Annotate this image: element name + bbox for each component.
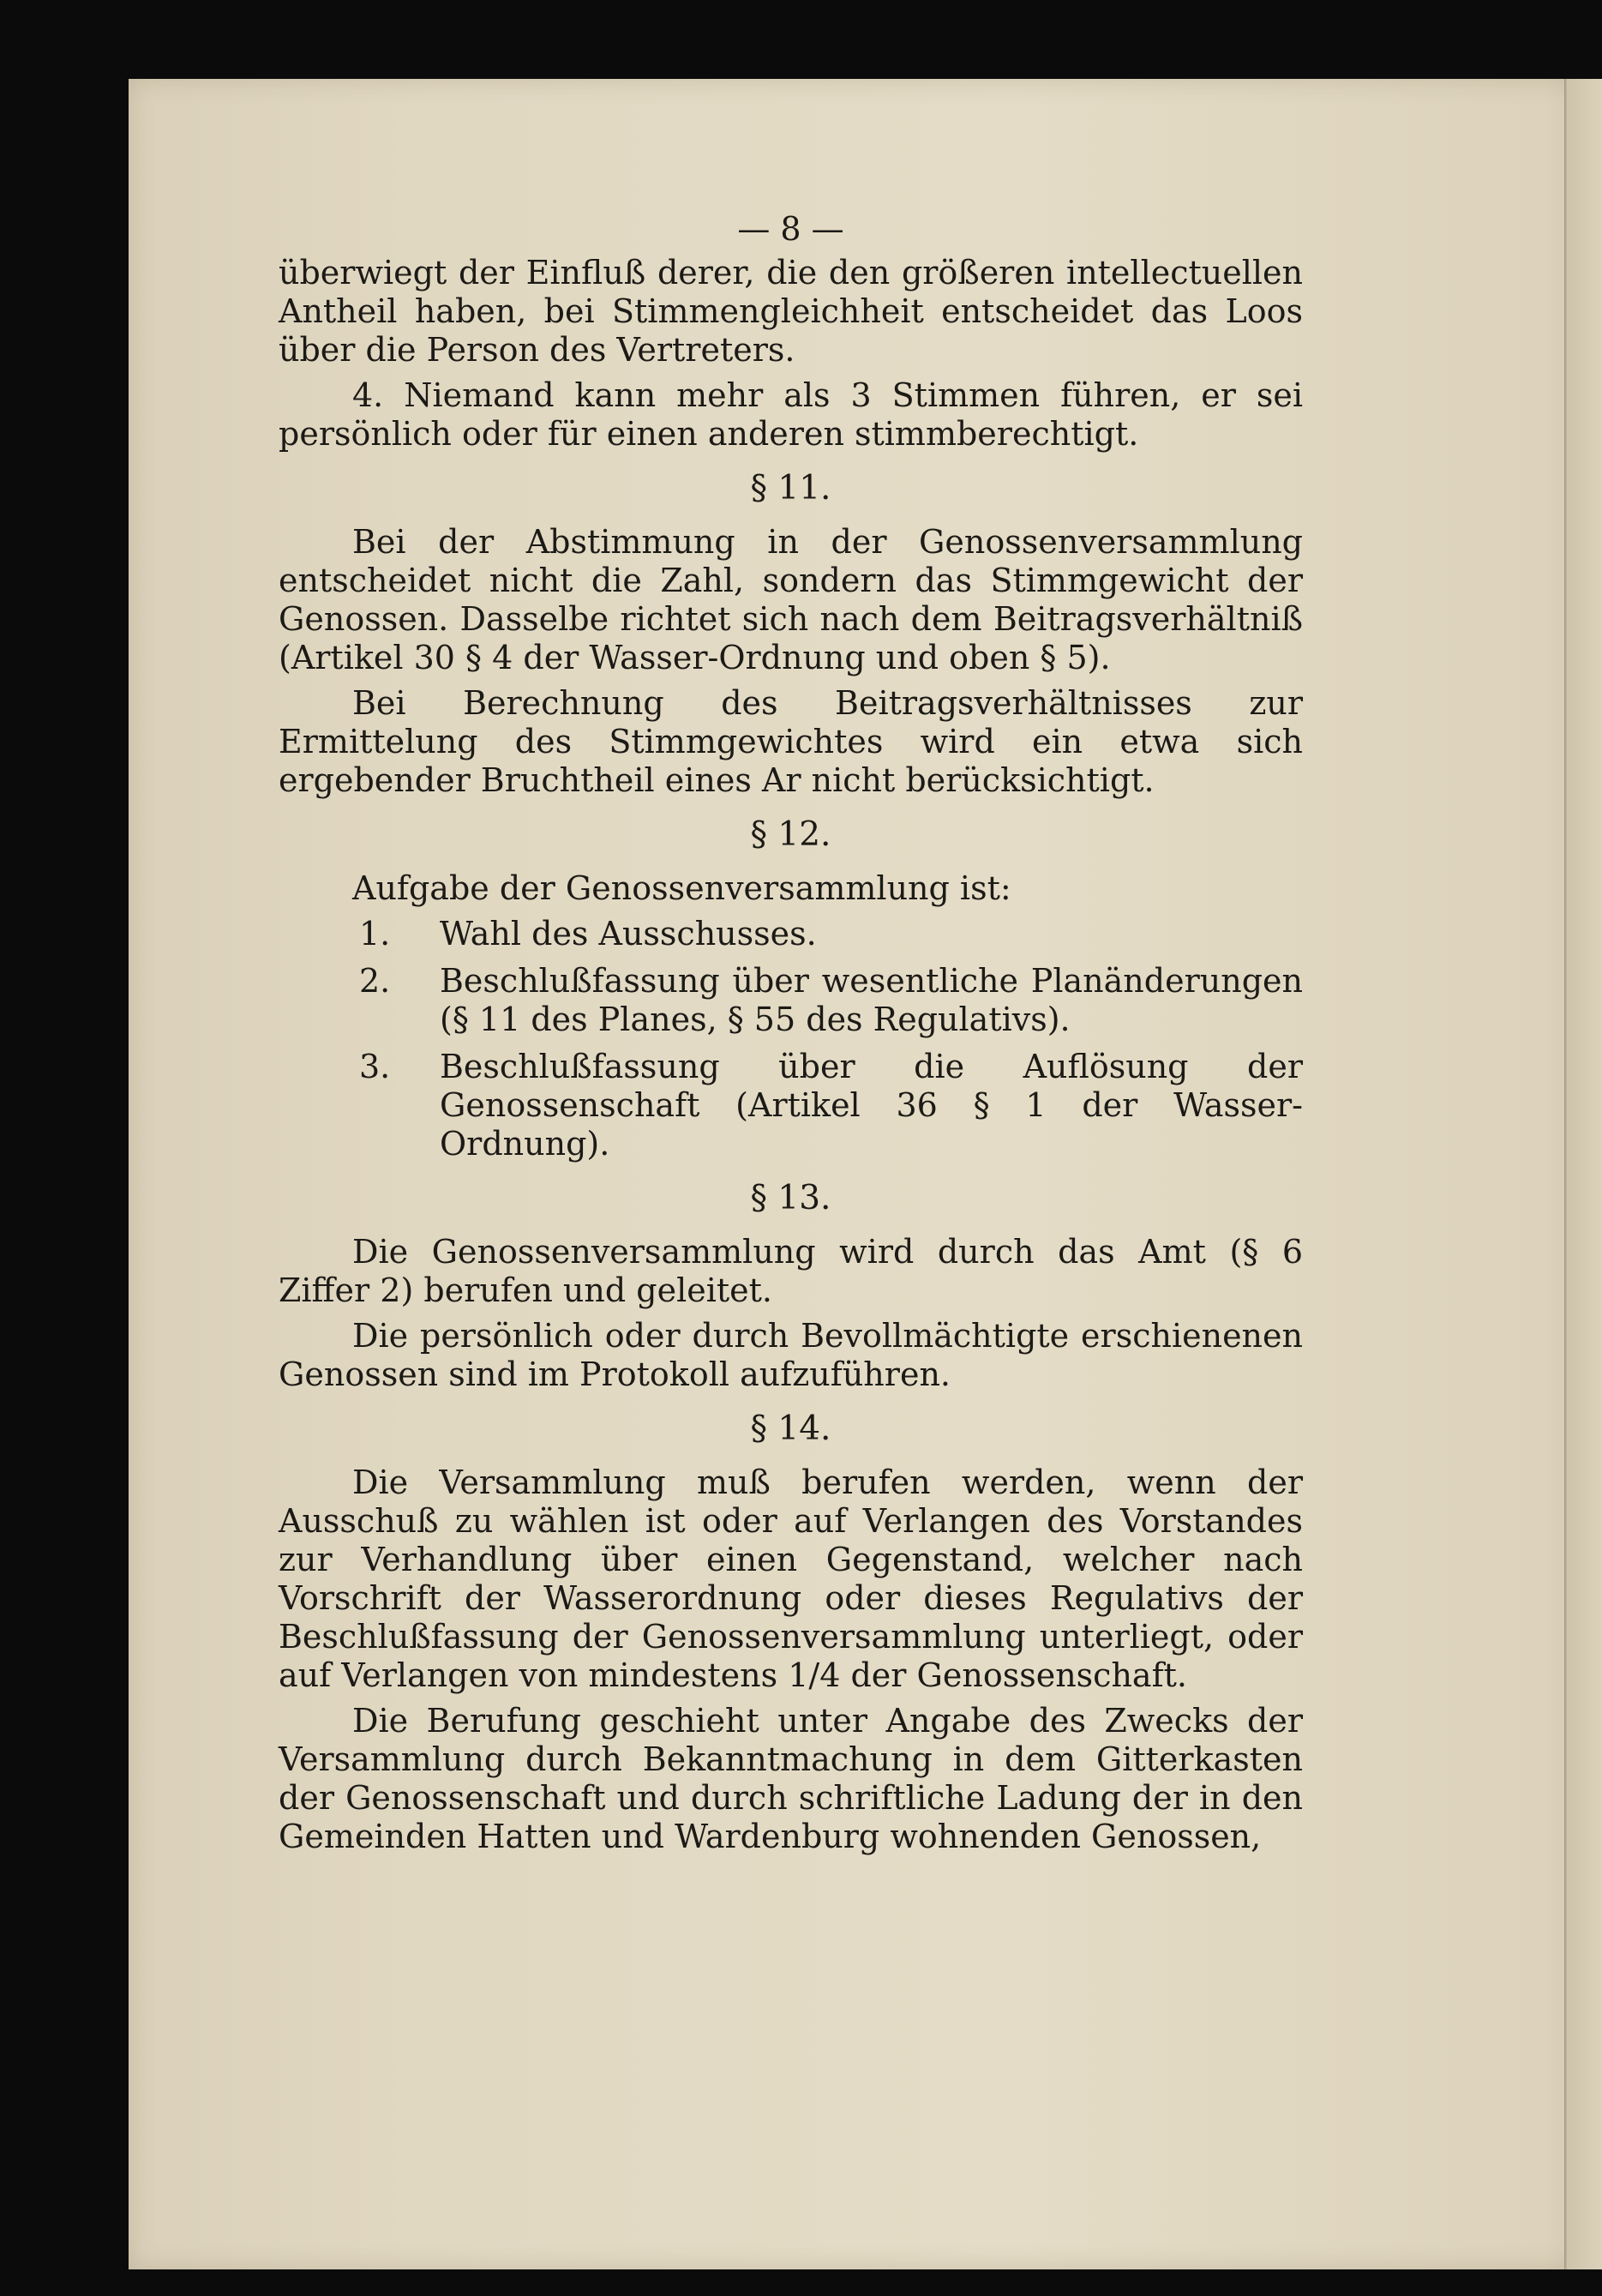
s14-paragraph-1: Die Versammlung muß berufen werden, wenn der Ausschuß zu wählen ist oder auf Verlangen des Vorstandes zur Verhandlung über einen Gegenstand, welcher nach Vorschrift der Wasserordnung oder dieses Regulativs der Beschlußfassung der Genossenversammlung unterliegt, oder auf Verlangen von mindestens 1/4 der Genossenschaft. [279, 1464, 1303, 1694]
list-item-number: 3. [359, 1048, 391, 1085]
paragraph-continuation: überwiegt der Einfluß derer, die den größeren intellectuellen Antheil haben, bei Stimmengleichheit entscheidet das Loos über die Person des Vertreters. [279, 254, 1303, 369]
paragraph-item-4: 4. Niemand kann mehr als 3 Stimmen führen, er sei persönlich oder für einen anderen stimmberechtigt. [279, 376, 1303, 453]
s11-paragraph-2: Bei Berechnung des Beitragsverhältnisses zur Ermittelung des Stimmgewichtes wird ein etwa sich ergebender Bruchtheil eines Ar nicht berücksichtigt. [279, 684, 1303, 799]
section-heading-13: § 13. [750, 1179, 831, 1217]
list-item [279, 915, 1303, 953]
s12-intro: Aufgabe der Genossenversammlung ist: [352, 869, 1011, 907]
s12-list [279, 915, 1303, 1163]
s13-paragraph-1: Die Genossenversammlung wird durch das Amt (§ 6 Ziffer 2) berufen und geleitet. [279, 1233, 1303, 1309]
list-item [279, 962, 1303, 1039]
list-item-text: Wahl des Ausschusses. [440, 915, 817, 953]
page-number: — 8 — [737, 210, 844, 248]
list-item-number: 1. [359, 915, 391, 953]
list-item-text: Beschlußfassung über die Auflösung der Genossenschaft (Artikel 36 § 1 der Wasser-Ordnung). [440, 1048, 1303, 1163]
s14-paragraph-2: Die Berufung geschieht unter Angabe des Zwecks der Versammlung durch Bekanntmachung in dem Gitterkasten der Genossenschaft und durch schriftliche Ladung der in den Gemeinden Hatten und Wardenburg wohnenden Genossen, [279, 1702, 1303, 1855]
facing-page-edge [1567, 79, 1602, 2269]
section-heading-14: § 14. [750, 1409, 831, 1448]
s13-paragraph-2: Die persönlich oder durch Bevollmächtigte erschienenen Genossen sind im Protokoll aufzuführen. [279, 1317, 1303, 1393]
section-heading-11: § 11. [750, 469, 831, 508]
page-text [279, 210, 1303, 1863]
list-item [279, 1048, 1303, 1163]
list-item-number: 2. [359, 962, 391, 1000]
section-heading-12: § 12. [750, 815, 831, 854]
list-item-text: Beschlußfassung über wesentliche Planänderungen (§ 11 des Planes, § 55 des Regulativs). [440, 962, 1303, 1038]
s11-paragraph-1: Bei der Abstimmung in der Genossenversammlung entscheidet nicht die Zahl, sondern das Stimmgewicht der Genossen. Dasselbe richtet sich nach dem Beitragsverhältniß (Artikel 30 § 4 der Wasser-Ordnung und oben § 5). [279, 523, 1303, 676]
